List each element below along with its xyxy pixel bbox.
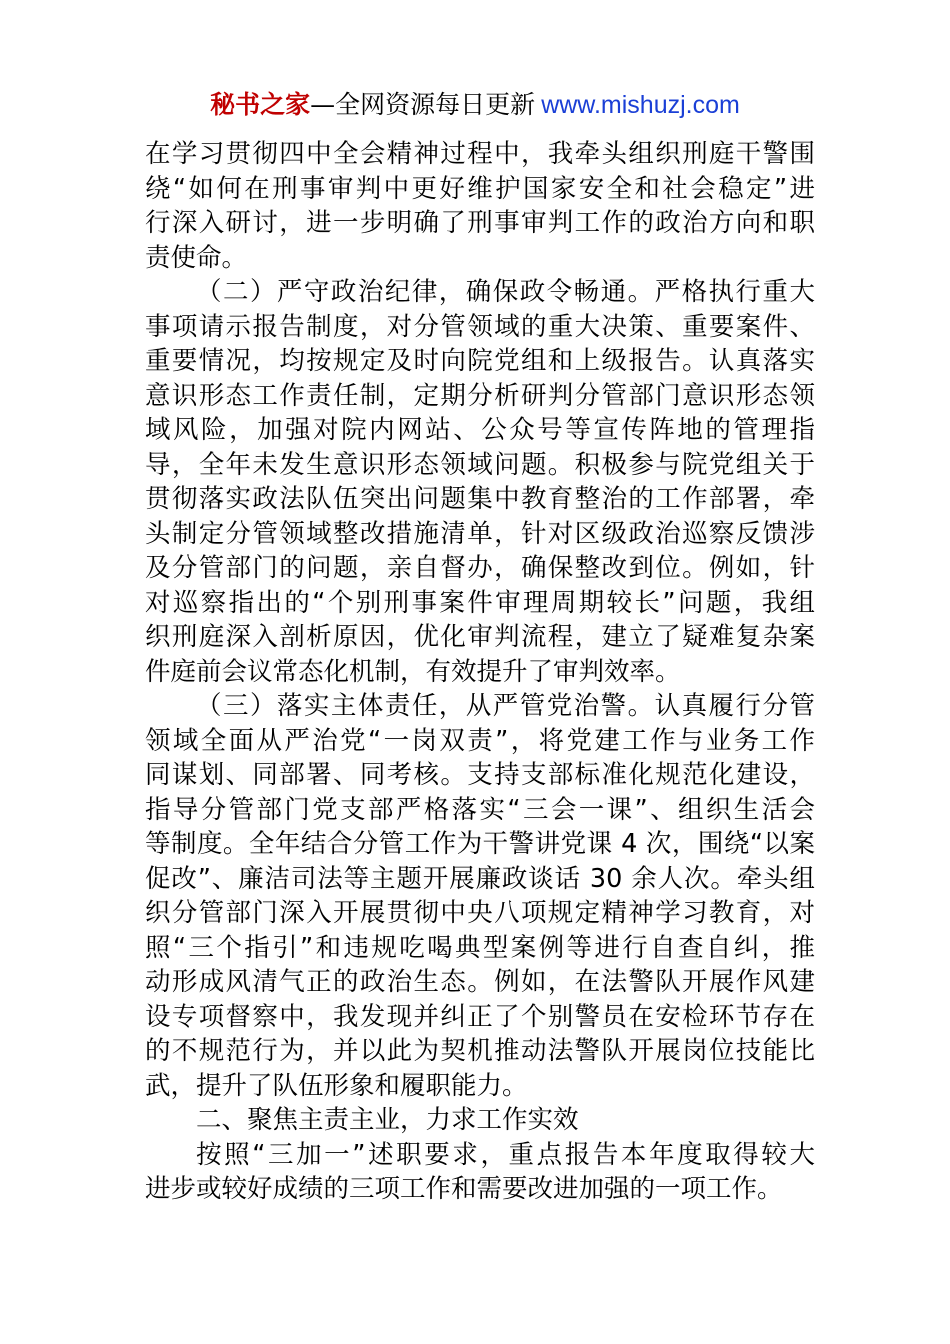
site-brand: 秘书之家 (210, 90, 311, 119)
text-line: 域风险，加强对院内网站、公众号等宣传阵地的管理指 (145, 415, 815, 445)
text-line: 绕“如何在刑事审判中更好维护国家安全和社会稳定”进 (145, 173, 815, 204)
text-line: 在学习贯彻四中全会精神过程中，我牵头组织刑庭干警围 (145, 139, 815, 169)
text-line: 照“三个指引”和违规吃喝典型案例等进行自查自纠，推 (145, 932, 815, 963)
document-body (145, 137, 815, 1207)
text-line: 织分管部门深入开展贯彻中央八项规定精神学习教育，对 (145, 898, 815, 928)
site-slogan: 全网资源每日更新 (335, 90, 536, 119)
header-dash: — (310, 90, 336, 119)
text-line: 的不规范行为，并以此为契机推动法警队开展岗位技能比 (145, 1036, 815, 1066)
text-line: 武，提升了队伍形象和履职能力。 (145, 1070, 528, 1101)
section-2-heading-line: （二）严守政治纪律，确保政令畅通。严格执行重大 (196, 277, 815, 307)
text-line: 意识形态工作责任制，定期分析研判分管部门意识形态领 (145, 380, 815, 411)
section-3-heading-line: （三）落实主体责任，从严管党治警。认真履行分管 (196, 691, 815, 721)
text-line: 进步或较好成绩的三项工作和需要改进加强的一项工作。 (145, 1174, 783, 1204)
text-line: 头制定分管领域整改措施清单，针对区级政治巡察反馈涉 (145, 518, 815, 549)
text-line: 设专项督察中，我发现并纠正了个别警员在安检环节存在 (145, 1001, 815, 1032)
text-line: 贯彻落实政法队伍突出问题集中教育整治的工作部署，牵 (145, 484, 815, 514)
chapter-2-heading: 二、聚焦主责主业，力求工作实效 (196, 1105, 579, 1135)
text-line: 领域全面从严治党“一岗双责”，将党建工作与业务工作 (145, 725, 815, 756)
text-line: 重要情况，均按规定及时向院党组和上级报告。认真落实 (145, 346, 815, 376)
text-line: 等制度。全年结合分管工作为干警讲党课 4 次，围绕“以案 (145, 829, 815, 859)
text-line: 行深入研讨，进一步明确了刑事审判工作的政治方向和职 (145, 208, 815, 238)
site-header (0, 88, 950, 122)
text-line: 指导分管部门党支部严格落实“三会一课”、组织生活会 (145, 794, 815, 825)
site-url[interactable]: www.mishuzj.com (541, 91, 740, 119)
text-line: 动形成风清气正的政治生态。例如，在法警队开展作风建 (145, 967, 815, 997)
text-line: 件庭前会议常态化机制，有效提升了审判效率。 (145, 656, 681, 687)
text-line: 同谋划、同部署、同考核。支持支部标准化规范化建设， (145, 760, 815, 790)
text-line: 按照“三加一”述职要求，重点报告本年度取得较大 (196, 1139, 815, 1170)
text-line: 责使命。 (145, 242, 248, 273)
text-line: 对巡察指出的“个别刑事案件审理周期较长”问题，我组 (145, 587, 815, 618)
text-line: 织刑庭深入剖析原因，优化审判流程，建立了疑难复杂案 (145, 622, 815, 652)
text-line: 促改”、廉洁司法等主题开展廉政谈话 30 余人次。牵头组 (145, 863, 815, 894)
text-line: 导，全年未发生意识形态领域问题。积极参与院党组关于 (145, 449, 815, 480)
text-line: 事项请示报告制度，对分管领域的重大决策、重要案件、 (145, 311, 815, 342)
text-line: 及分管部门的问题，亲自督办，确保整改到位。例如，针 (145, 553, 815, 583)
